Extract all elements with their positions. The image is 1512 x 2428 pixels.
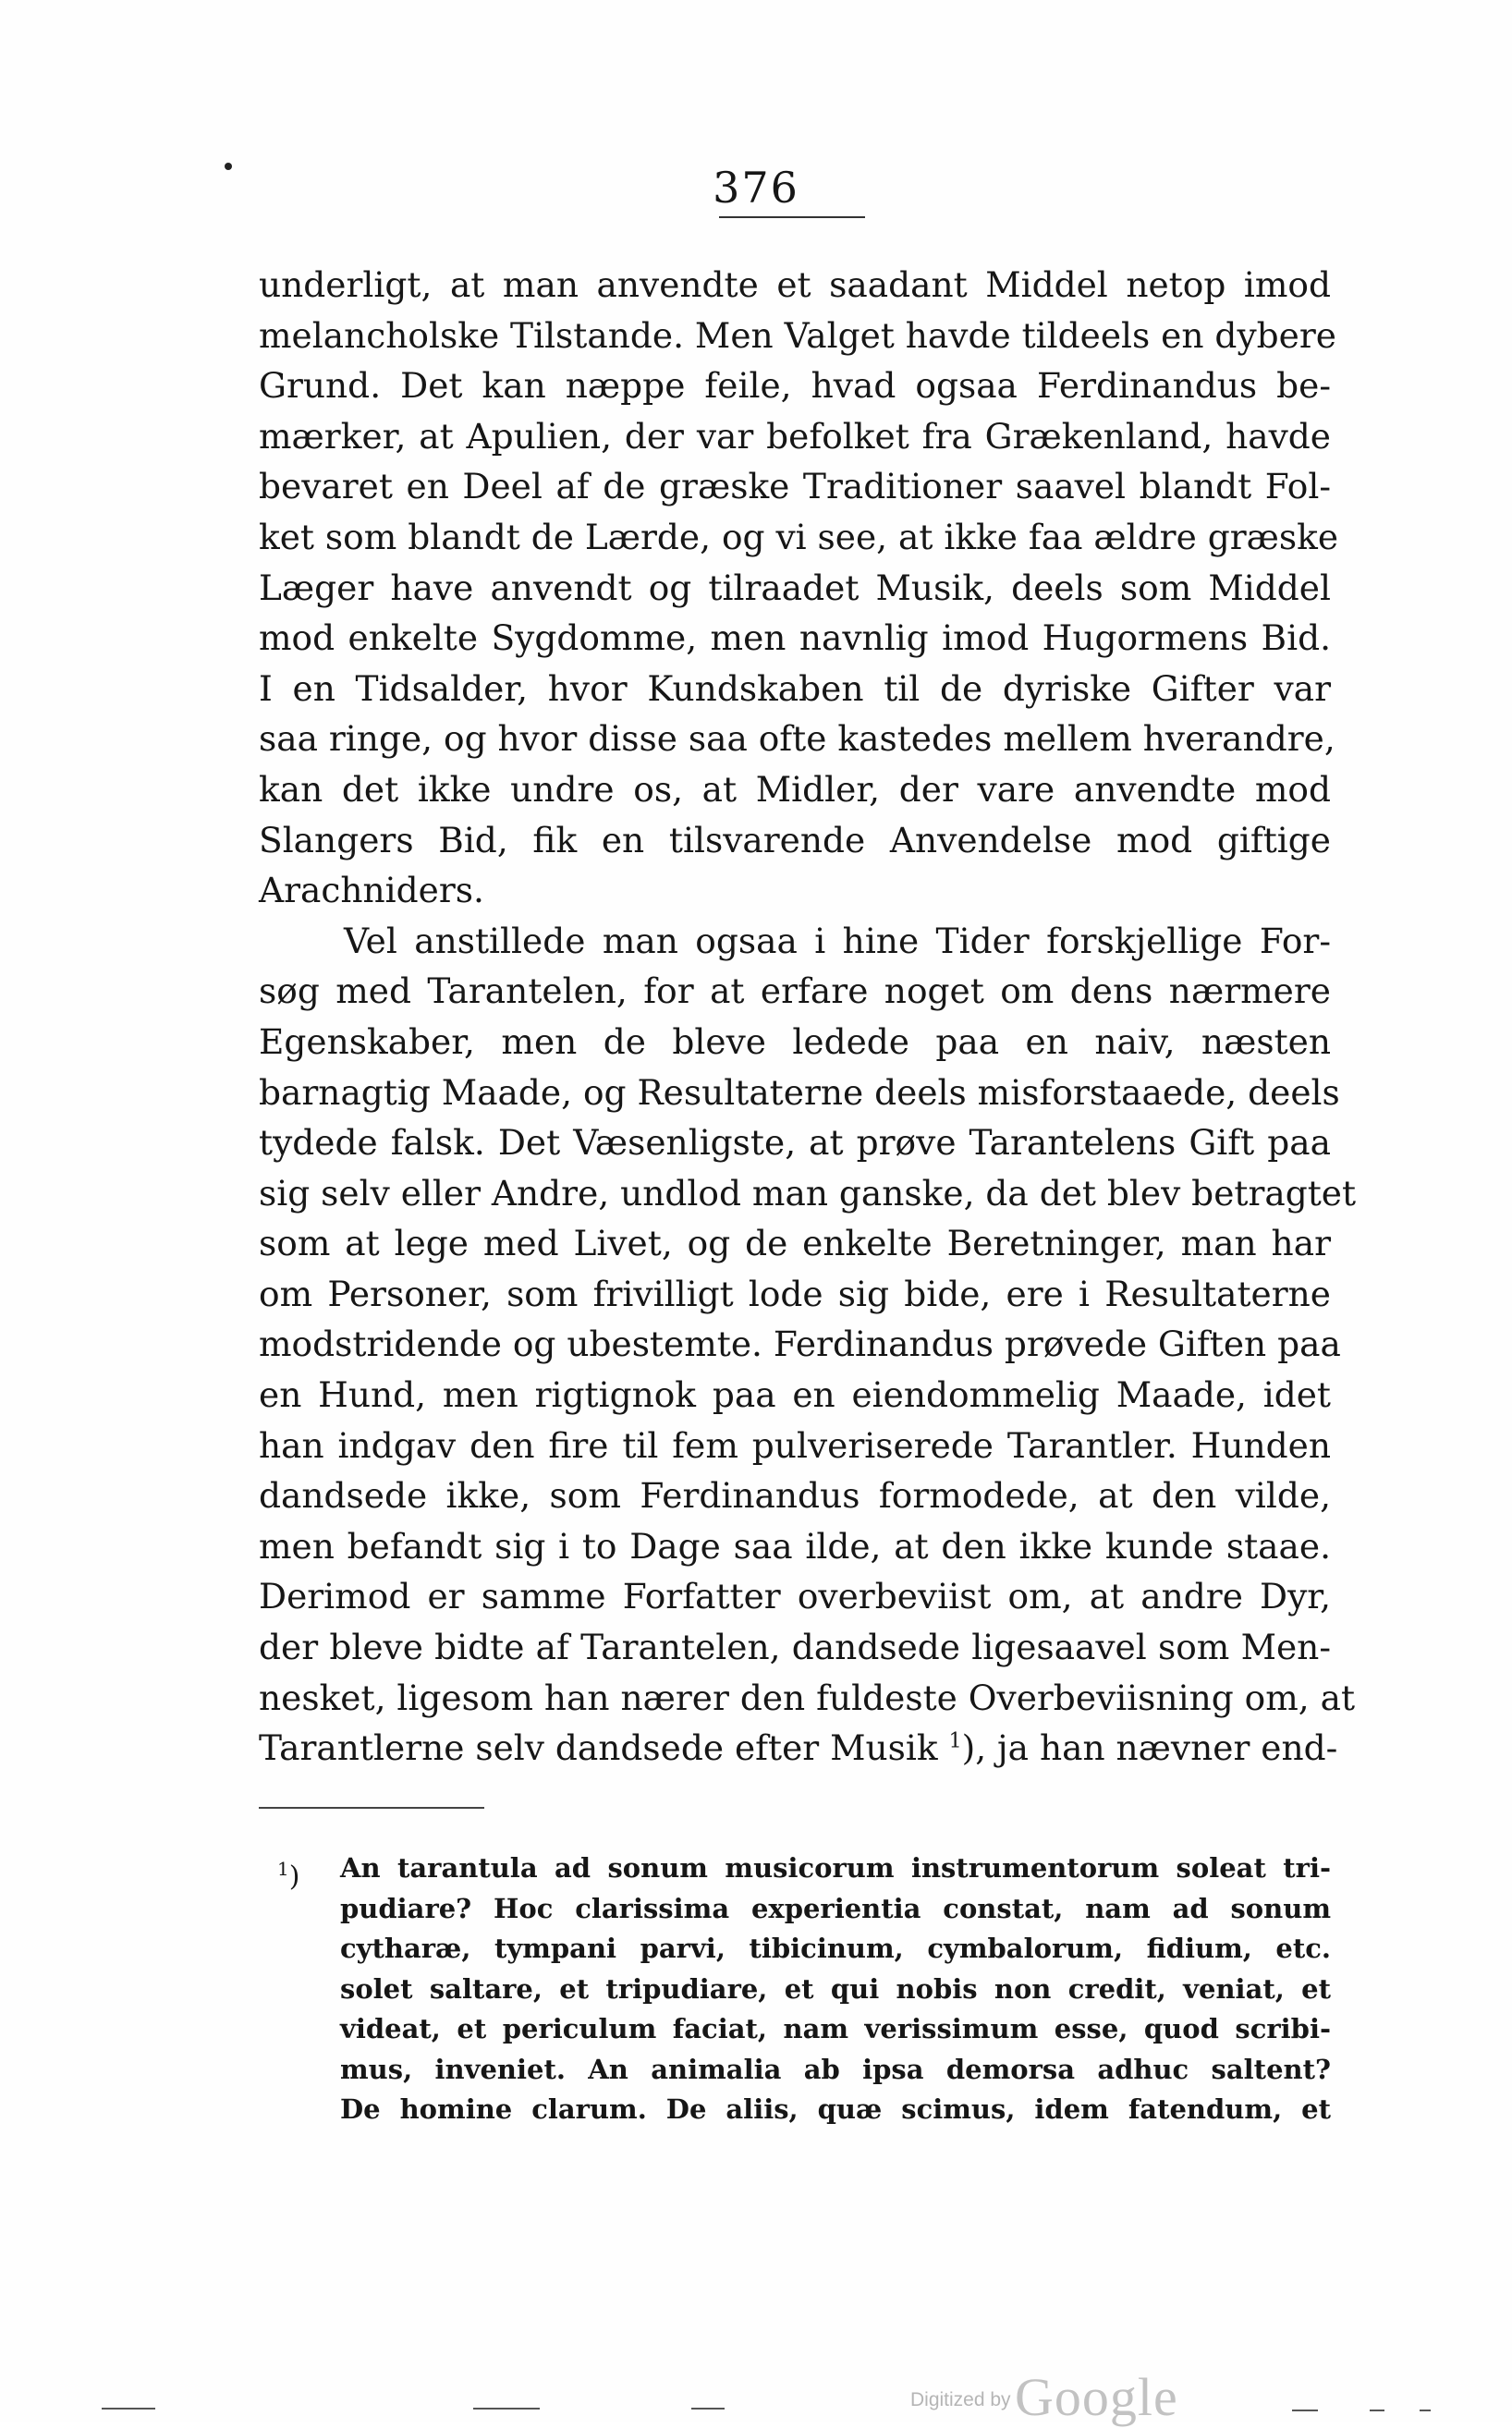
text-line: melancholske Tilstande. Men Valget havde tildeels en dybere (259, 314, 1336, 356)
text-line: Derimod er samme Forfatter overbeviist om, at andre Dyr, (259, 1576, 1331, 1617)
scan-artifact-line (1370, 2410, 1384, 2411)
footnote-line: videat, et periculum faciat, nam verissimum esse, quod scribi- (340, 2013, 1331, 2044)
text-line: men befandt sig i to Dage saa ilde, at den ikke kunde staae. (259, 1525, 1331, 1567)
footnote-marker: $^1$) (277, 1858, 300, 1893)
text-line: bevaret en Deel af de græske Traditioner saavel blandt Fol- (259, 466, 1331, 507)
page-number-rule (719, 216, 865, 218)
text-line: søg med Tarantelen, for at erfare noget om dens nærmere (259, 970, 1331, 1012)
scan-artifact-line (691, 2408, 725, 2410)
text-line: Grund. Det kan næppe feile, hvad ogsaa Ferdinandus be- (259, 365, 1331, 407)
footnote-line: solet saltare, et tripudiare, et qui nobis non credit, veniat, et (340, 1972, 1331, 2005)
text-line: mærker, at Apulien, der var befolket fra Grækenland, havde (259, 415, 1331, 457)
footnote-reference[interactable]: 1 (948, 1729, 962, 1753)
text-line: Vel anstillede man ogsaa i hine Tider forskjellige For- (344, 920, 1331, 961)
text-line-with-footnote-ref (259, 1723, 1338, 1774)
text-line: nesket, ligesom han nærer den fuldeste Overbeviisning om, at (259, 1677, 1356, 1718)
text-line: en Hund, men rigtignok paa en eiendommelig Maade, idet (259, 1374, 1331, 1416)
text-line: underligt, at man anvendte et saadant Middel netop imod (259, 264, 1331, 305)
footnote-separator (259, 1807, 484, 1809)
footnote-line: pudiare? Hoc clarissima experientia constat, nam ad sonum (340, 1892, 1331, 1924)
footnote-line: An tarantula ad sonum musicorum instrumentorum soleat tri- (340, 1852, 1331, 1884)
footnote-line: De homine clarum. De aliis, quæ scimus, idem fatendum, et (340, 2093, 1331, 2125)
text-line: han indgav den fire til fem pulveriserede Tarantler. Hunden (259, 1424, 1331, 1466)
scan-artifact-line (102, 2408, 155, 2410)
footnote-body (340, 1848, 1331, 2130)
scan-artifact-line (1292, 2410, 1318, 2411)
text-line: om Personer, som frivilligt lode sig bide, ere i Resultaterne (259, 1273, 1331, 1314)
text-line: Slangers Bid, fik en tilsvarende Anvendelse mod giftige (259, 819, 1331, 860)
digitization-watermark (910, 2366, 1178, 2427)
footnote-line: mus, inveniet. An animalia ab ipsa demorsa adhuc saltent? (340, 2053, 1331, 2085)
text-line: barnagtig Maade, og Resultaterne deels misforstaaede, deels (259, 1071, 1340, 1113)
text-line: ket som blandt de Lærde, og vi see, at ikke faa ældre græske (259, 516, 1339, 557)
text-line: kan det ikke undre os, at Midler, der vare anvendte mod (259, 768, 1331, 810)
page-number: 376 (713, 163, 799, 213)
text-line: Egenskaber, men de bleve ledede paa en naiv, næsten (259, 1020, 1331, 1062)
scan-artifact-line (1420, 2410, 1431, 2411)
text-line: saa ringe, og hvor disse saa ofte kastedes mellem hverandre, (259, 718, 1335, 760)
text-segment: Tarantlerne selv dandsede efter Musik (259, 1727, 938, 1769)
footnote-line: cytharæ, tympani parvi, tibicinum, cymbalorum, fidium, etc. (340, 1933, 1331, 1964)
text-line: som at lege med Livet, og de enkelte Beretninger, man har (259, 1223, 1331, 1264)
watermark-prefix: Digitized by (910, 2389, 1011, 2410)
text-line: Arachniders. (259, 870, 484, 911)
text-line: der bleve bidte af Tarantelen, dandsede ligesaavel som Men- (259, 1627, 1331, 1668)
text-line: Læger have anvendt og tilraadet Musik, deels som Middel (259, 567, 1331, 608)
watermark-logo: Google (1015, 2367, 1178, 2427)
text-line: mod enkelte Sygdomme, men navnlig imod Hugormens Bid. (259, 617, 1331, 659)
text-line: dandsede ikke, som Ferdinandus formodede, at den vilde, (259, 1475, 1331, 1517)
scan-artifact-line (473, 2408, 540, 2410)
text-line: sig selv eller Andre, undlod man ganske, da det blev betragtet (259, 1172, 1357, 1214)
body-text (259, 260, 1357, 1774)
text-line: modstridende og ubestemte. Ferdinandus prøvede Giften paa (259, 1324, 1341, 1365)
text-segment: ), ja han nævner end- (961, 1727, 1338, 1769)
text-line: I en Tidsalder, hvor Kundskaben til de dyriske Gifter var (259, 667, 1331, 709)
text-line: tydede falsk. Det Væsenligste, at prøve Tarantelens Gift paa (259, 1122, 1331, 1164)
